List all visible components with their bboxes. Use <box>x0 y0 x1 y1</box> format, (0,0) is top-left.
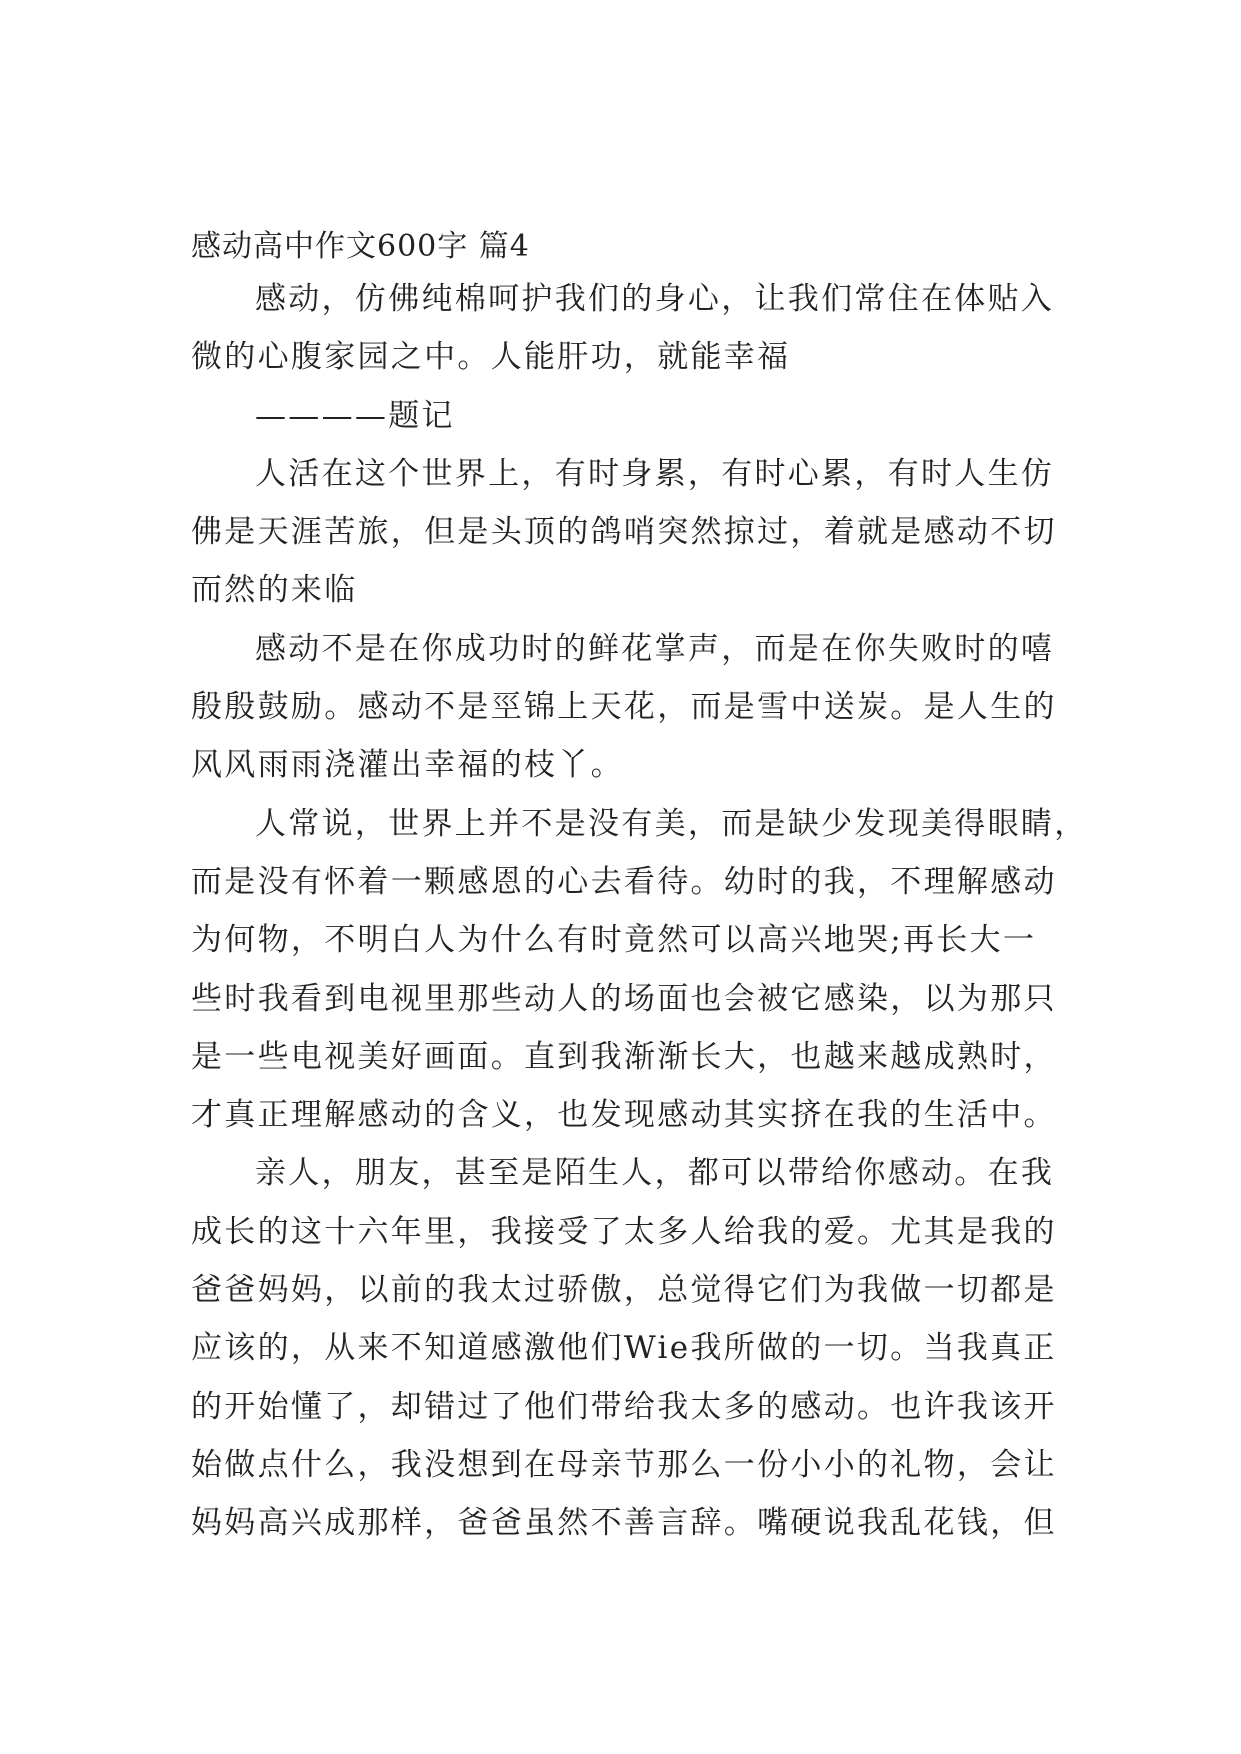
paragraph-line: 些时我看到电视里那些动人的场面也会被它感染，以为那只 <box>191 980 1057 1017</box>
paragraph <box>191 270 1071 387</box>
paragraph <box>191 620 1071 795</box>
paragraph-line: 是一些电视美好画面。直到我渐渐长大，也越来越成熟时， <box>191 1038 1057 1075</box>
paragraph-line: 人活在这个世界上，有时身累，有时心累，有时人生仿 <box>255 455 1055 492</box>
paragraph-line: 殷殷鼓励。感动不是巠锦上天花，而是雪中送炭。是人生的 <box>191 689 1057 726</box>
paragraph-line: 感动，仿佛纯棉呵护我们的身心，让我们常住在体贴入 <box>255 281 1055 317</box>
paragraph-line: 而是没有怀着一颗感恩的心去看待。幼时的我，不理解感动 <box>191 863 1057 900</box>
paragraph <box>191 1144 1071 1552</box>
paragraph-line: 感动不是在你成功时的鲜花掌声，而是在你失败时的嘻 <box>255 630 1055 667</box>
paragraph <box>191 445 1071 620</box>
document-body <box>191 270 1088 1553</box>
paragraph-line: 微的心腹家园之中。人能肝功，就能幸福 <box>191 339 791 376</box>
paragraph-line: 爸爸妈妈，以前的我太过骄傲，总觉得它们为我做一切都是 <box>191 1272 1057 1309</box>
document-title: 感动高中作文600字 篇4 <box>191 229 530 264</box>
paragraph-line: 的开始懂了，却错过了他们带给我太多的感动。也许我该开 <box>191 1388 1057 1425</box>
paragraph-line: 为何物，不明白人为什么有时竟然可以高兴地哭;再长大一 <box>191 922 1037 959</box>
paragraph <box>191 387 1071 445</box>
paragraph <box>191 795 1088 1145</box>
paragraph-line: 人常说，世界上并不是没有美，而是缺少发现美得眼睛， <box>255 805 1088 842</box>
paragraph-line: 成长的这十六年里，我接受了太多人给我的爱。尤其是我的 <box>191 1213 1057 1250</box>
paragraph-line: 始做点什么，我没想到在母亲节那么一份小小的礼物，会让 <box>191 1446 1057 1483</box>
paragraph-line: 应该的，从来不知道感激他们Wie我所做的一切。当我真正 <box>191 1330 1057 1367</box>
paragraph-line: 而然的来临 <box>191 572 358 609</box>
paragraph-line: 才真正理解感动的含义，也发现感动其实挤在我的生活中。 <box>191 1097 1057 1134</box>
paragraph-line: 亲人，朋友，甚至是陌生人，都可以带给你感动。在我 <box>255 1155 1055 1192</box>
paragraph-line: ————题记 <box>255 397 455 434</box>
paragraph-line: 妈妈高兴成那样，爸爸虽然不善言辞。嘴硬说我乱花钱，但 <box>191 1505 1057 1542</box>
paragraph-line: 风风雨雨浇灌出幸福的枝丫。 <box>191 747 624 784</box>
paragraph-line: 佛是天涯苦旅，但是头顶的鸽哨突然掠过，着就是感动不切 <box>191 514 1057 551</box>
